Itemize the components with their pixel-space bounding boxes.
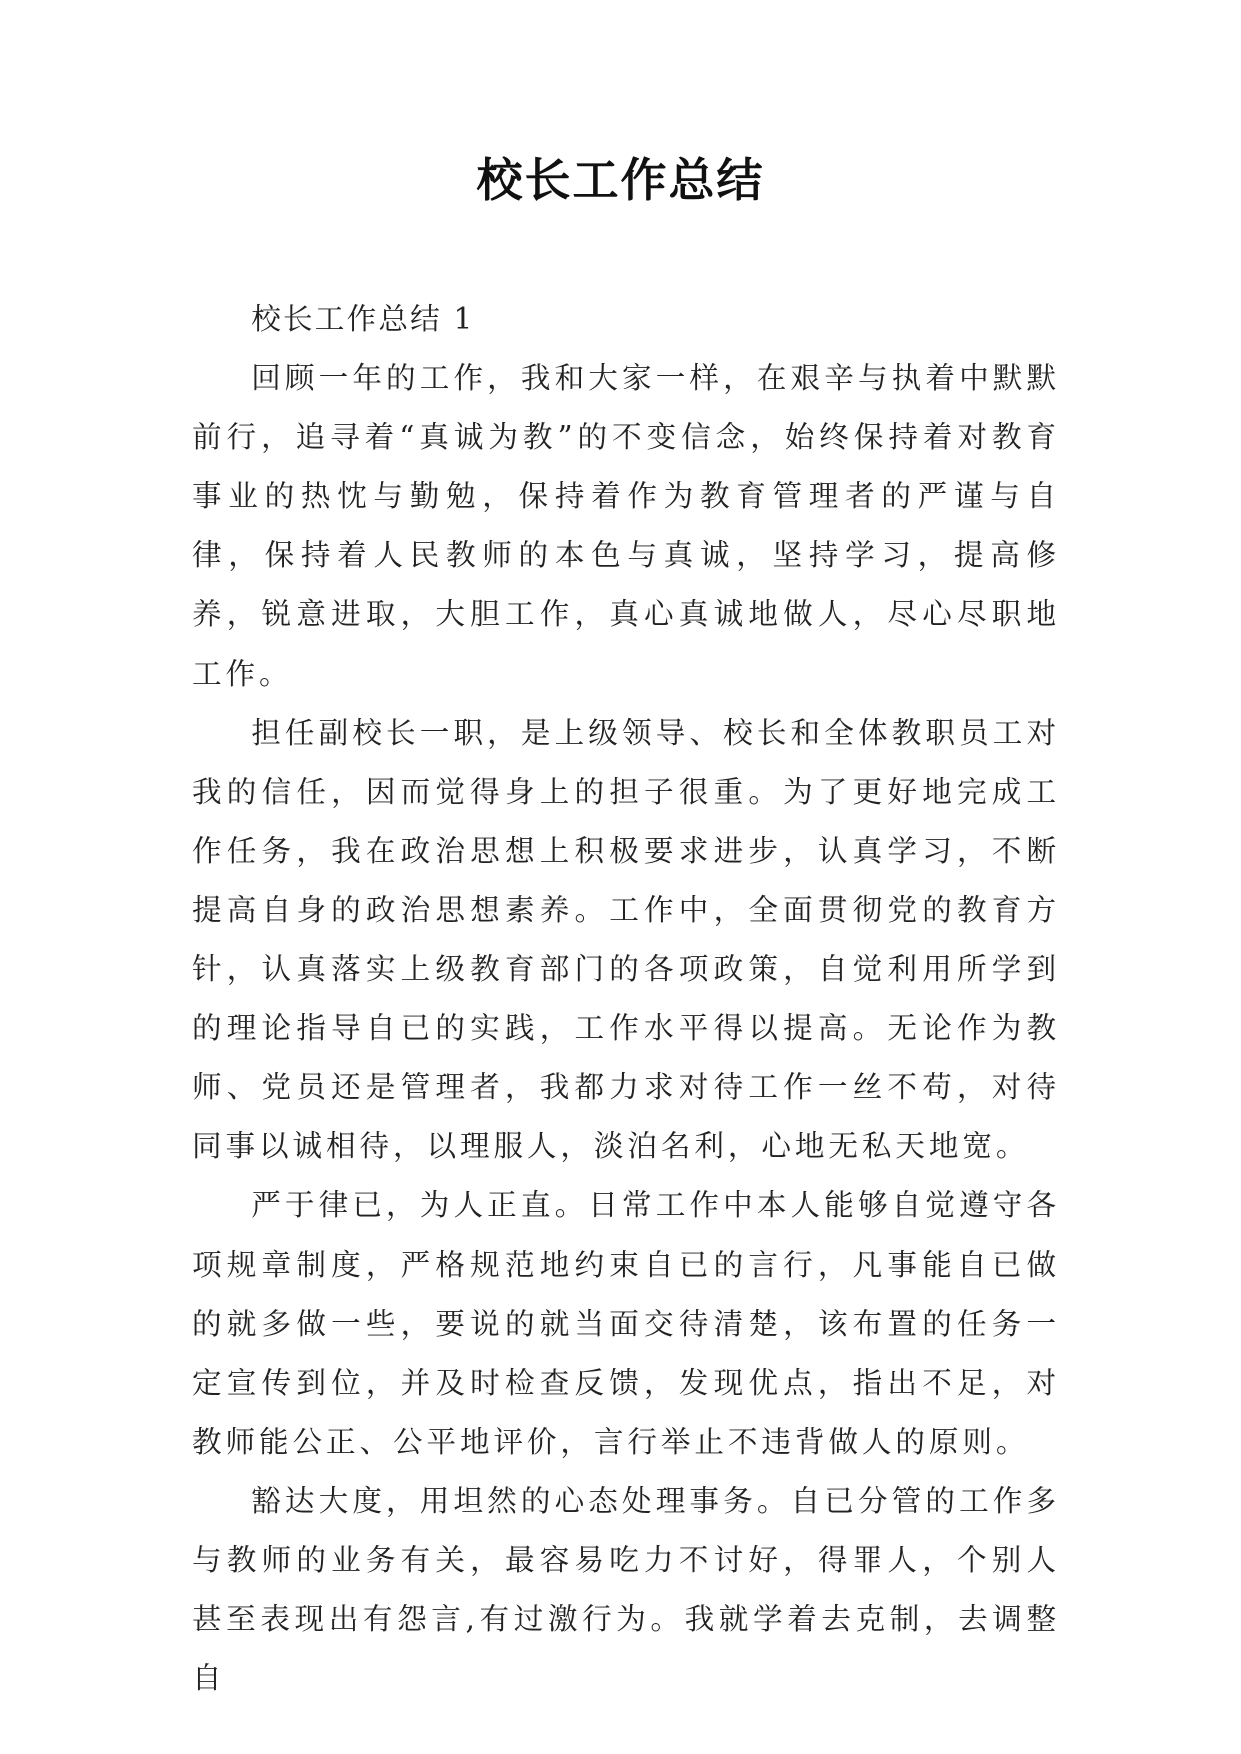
paragraph-magnanimity: 豁达大度，用坦然的心态处理事务。自已分管的工作多与教师的业务有关，最容易吃力不讨好，得罪人，个别人甚至表现出有怨言,有过激行为。我就学着去克制，去调整自 [192, 1483, 1060, 1696]
paragraph-vice-principal: 担任副校长一职，是上级领导、校长和全体教职员工对我的信任，因而觉得身上的担子很重。为了更好地完成工作任务，我在政治思想上积极要求进步，认真学习，不断提高自身的政治思想素养。工作中，全面贯彻党的教育方针，认真落实上级教育部门的各项政策，自觉利用所学到的理论指导自已的实践，工作水平得以提高。无论作为教师、党员还是管理者，我都力求对待工作一丝不苟，对待同事以诚相待，以理服人，淡泊名利，心地无私天地宽。 [192, 715, 1060, 1164]
document-body [192, 290, 1060, 1708]
document-title: 校长工作总结 [476, 153, 765, 207]
paragraph-self-discipline: 严于律已，为人正直。日常工作中本人能够自觉遵守各项规章制度，严格规范地约束自已的言行，凡事能自已做的就多做一些，要说的就当面交待清楚，该布置的任务一定宣传到位，并及时检查反馈，发现优点，指出不足，对教师能公正、公平地评价，言行举止不违背做人的原则。 [192, 1188, 1060, 1459]
paragraph-review: 回顾一年的工作，我和大家一样，在艰辛与执着中默默前行，追寻着“真诚为教”的不变信念，始终保持着对教育事业的热忱与勤勉，保持着作为教育管理者的严谨与自律，保持着人民教师的本色与真诚，坚持学习，提高修养，锐意进取，大胆工作，真心真诚地做人，尽心尽职地工作。 [192, 361, 1060, 691]
section-heading: 校长工作总结 1 [251, 302, 475, 336]
